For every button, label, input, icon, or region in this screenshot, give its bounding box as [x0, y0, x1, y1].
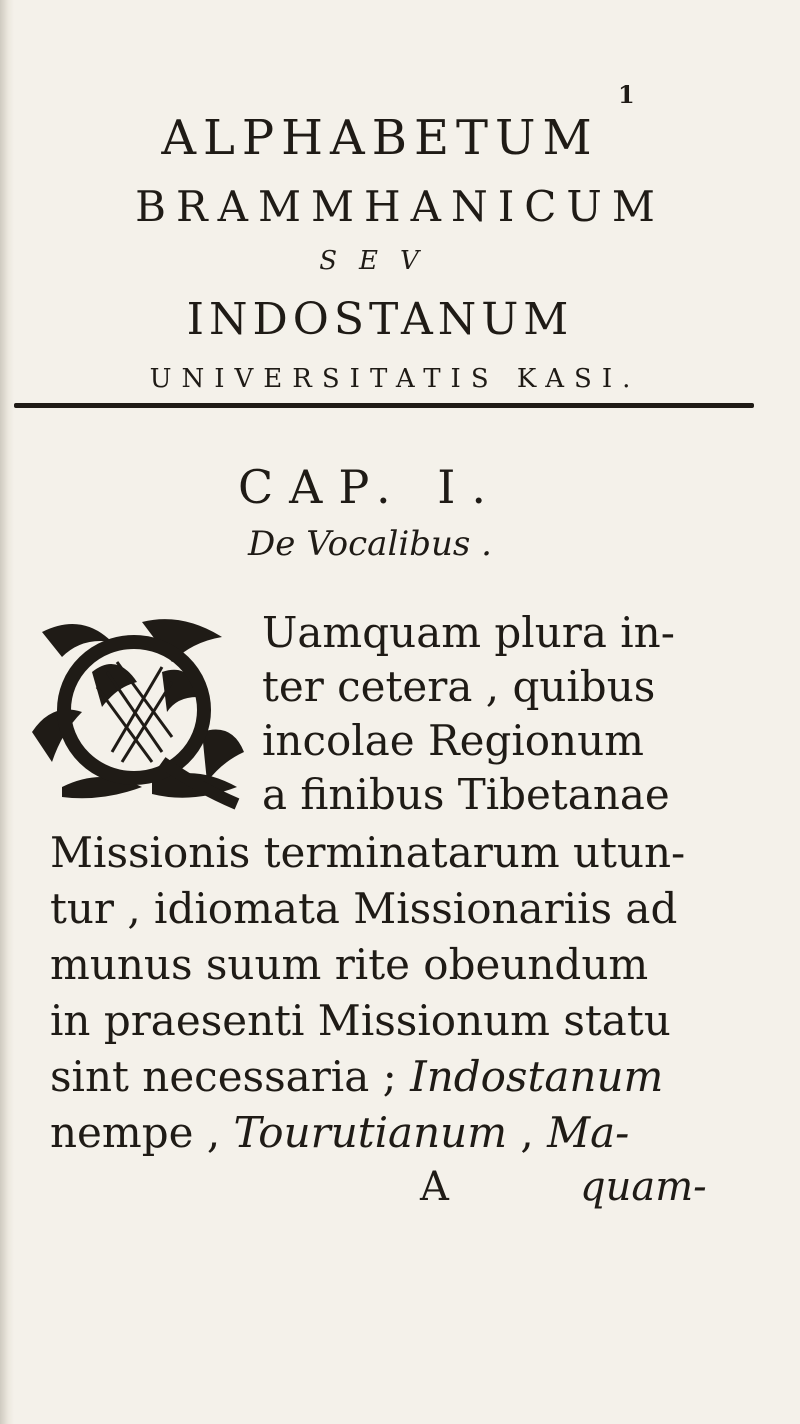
title-line-5: UNIVERSITATIS KASI. [149, 364, 641, 394]
decorated-initial-q [22, 612, 252, 810]
body-line-9-roman: sint necessaria ; [50, 1052, 411, 1101]
title-line-4: INDOSTANUM [186, 294, 574, 345]
body-line-2: ter cetera , quibus [262, 662, 656, 711]
signature-mark: A [420, 1164, 449, 1210]
body-line-10-a: nempe , [50, 1108, 234, 1157]
body-line-6: tur , idiomata Missionariis ad [50, 884, 678, 933]
body-line-9-italic: Indostanum [410, 1052, 664, 1101]
body-line-8: in praesenti Missionum statu [50, 996, 671, 1045]
title-line-2: BRAMMHANICUM [135, 182, 665, 231]
page-number: 1 [618, 80, 635, 109]
body-line-9 [50, 1052, 663, 1101]
body-line-5: Missionis terminatarum utun- [50, 828, 686, 877]
body-line-10 [50, 1108, 629, 1157]
title-line-3: SEV [319, 246, 441, 276]
horizontal-rule [14, 403, 754, 408]
chapter-heading: CAP. I. [237, 460, 503, 514]
catchword: quam- [580, 1164, 707, 1210]
body-line-7: munus suum rite obeundum [50, 940, 649, 989]
body-line-4: a finibus Tibetanae [262, 770, 670, 819]
title-line-1: ALPHABETUM [161, 110, 599, 166]
body-line-10-italic-2: Ma- [547, 1108, 630, 1157]
chapter-subheading: De Vocalibus . [248, 524, 492, 564]
body-line-3: incolae Regionum [262, 716, 644, 765]
body-line-10-c: , [507, 1108, 548, 1157]
body-line-1: Uamquam plura in- [262, 608, 675, 657]
body-line-10-italic-1: Tourutianum [233, 1108, 508, 1157]
